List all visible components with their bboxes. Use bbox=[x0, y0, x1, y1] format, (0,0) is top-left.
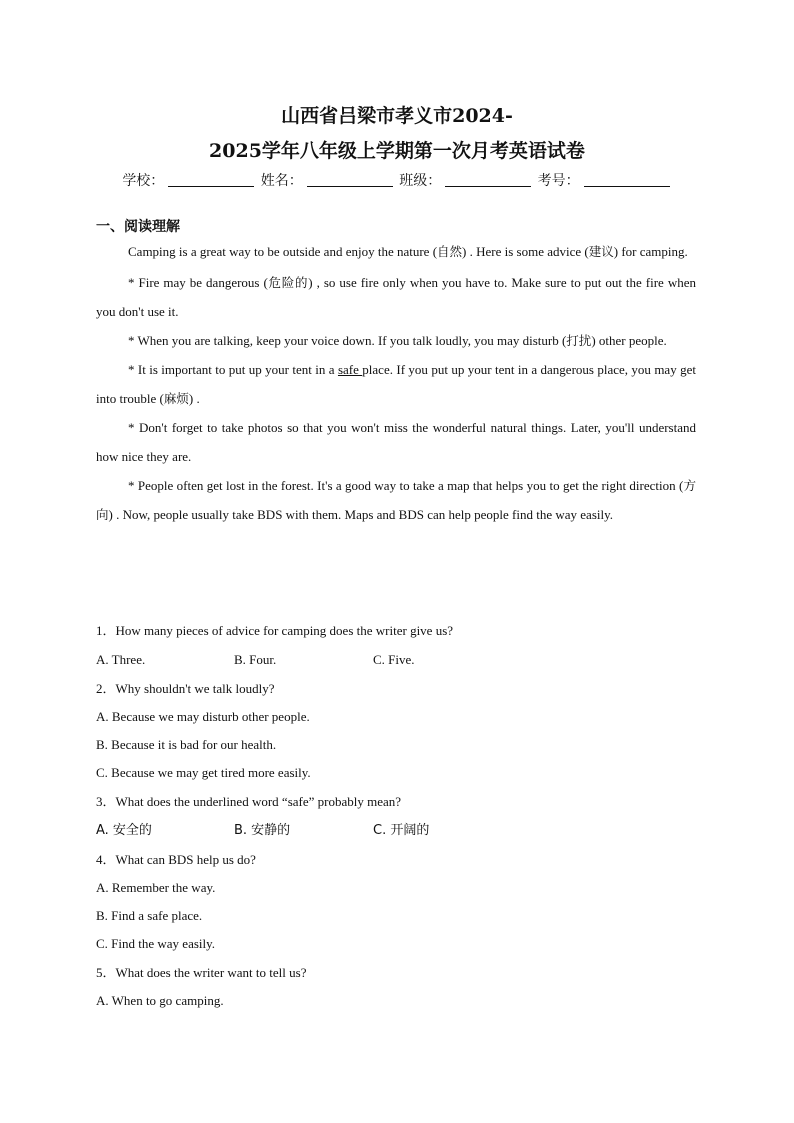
options-row bbox=[96, 645, 696, 674]
gloss: 危险的 bbox=[267, 275, 309, 290]
section-title: 一、阅读理解 bbox=[96, 219, 180, 235]
text: Camping is a great way to be outside and enjoy the nature ( bbox=[128, 244, 438, 259]
option-a[interactable]: A. Three. bbox=[96, 652, 146, 667]
student-info-row bbox=[0, 170, 794, 190]
option-c[interactable]: C. 开阔的 bbox=[373, 823, 430, 838]
question-1: 1．How many pieces of advice for camping does the writer give us? bbox=[96, 623, 454, 638]
option-b[interactable]: B. 安静的 bbox=[234, 823, 291, 838]
passage-paragraph bbox=[96, 413, 696, 471]
passage-paragraph bbox=[96, 326, 696, 355]
text: * People often get lost in the forest. It's a good way to take a map that helps you to get the right direction ( bbox=[128, 478, 684, 493]
exam-title-line1: 山西省吕梁市孝义市2024- bbox=[281, 105, 513, 127]
text: * When you are talking, keep your voice down. If you talk loudly, you may disturb ( bbox=[128, 333, 567, 348]
school-label: 学校： bbox=[122, 173, 165, 189]
option-a[interactable]: A. Because we may disturb other people. bbox=[96, 709, 310, 724]
exam-number-label: 考号： bbox=[537, 173, 580, 189]
text: ) other people. bbox=[591, 333, 667, 348]
options-row bbox=[96, 816, 696, 845]
gloss: 麻烦 bbox=[163, 391, 189, 406]
text: * It is important to put up your tent in a bbox=[128, 362, 338, 377]
gloss: 方向 bbox=[96, 478, 696, 522]
gloss: 打扰 bbox=[566, 333, 592, 348]
text: ) . Now, people usually take BDS with them. Maps and BDS can help people find the way easily. bbox=[108, 507, 614, 522]
question-3: 3．What does the underlined word “safe” probably mean? bbox=[96, 794, 402, 809]
option-c[interactable]: C. Five. bbox=[373, 652, 415, 667]
passage-paragraph bbox=[96, 471, 696, 529]
option-b[interactable]: B. Because it is bad for our health. bbox=[96, 737, 277, 752]
passage-paragraph bbox=[96, 268, 696, 326]
text: ) for camping. bbox=[613, 244, 688, 259]
text: ) . Here is some advice ( bbox=[462, 244, 589, 259]
option-c[interactable]: C. Because we may get tired more easily. bbox=[96, 765, 311, 780]
exam-title-line2: 2025学年八年级上学期第一次月考英语试卷 bbox=[209, 140, 585, 162]
option-a[interactable]: A. 安全的 bbox=[96, 823, 152, 838]
exam-number-blank[interactable] bbox=[584, 173, 670, 187]
text: * Don't forget to take photos so that you won't miss the wonderful natural things. Later, you'll understand how nice they are. bbox=[96, 420, 696, 464]
text: ) . bbox=[188, 391, 200, 406]
option-a[interactable]: A. Remember the way. bbox=[96, 880, 216, 895]
school-blank[interactable] bbox=[168, 173, 254, 187]
text: ) , so use fire only when you have to. Make sure to put out the fire when you don't use it. bbox=[96, 275, 696, 319]
class-blank[interactable] bbox=[445, 173, 531, 187]
passage-paragraph bbox=[96, 237, 696, 266]
reading-passage bbox=[96, 237, 696, 529]
option-c[interactable]: C. Find the way easily. bbox=[96, 936, 216, 951]
question-list bbox=[96, 616, 696, 1015]
gloss: 建议 bbox=[588, 244, 614, 259]
gloss: 自然 bbox=[437, 244, 463, 259]
option-b[interactable]: B. Four. bbox=[234, 652, 277, 667]
option-a[interactable]: A. When to go camping. bbox=[96, 993, 224, 1008]
name-blank[interactable] bbox=[307, 173, 393, 187]
name-label: 姓名： bbox=[260, 173, 303, 189]
question-4: 4．What can BDS help us do? bbox=[96, 852, 256, 867]
option-b[interactable]: B. Find a safe place. bbox=[96, 908, 203, 923]
question-5: 5．What does the writer want to tell us? bbox=[96, 965, 307, 980]
class-label: 班级： bbox=[399, 173, 442, 189]
text: * Fire may be dangerous ( bbox=[128, 275, 268, 290]
text: place. If you put up your tent in a dangerous place, you may get into trouble ( bbox=[96, 362, 696, 406]
question-2: 2．Why shouldn't we talk loudly? bbox=[96, 681, 275, 696]
passage-paragraph bbox=[96, 355, 696, 413]
underlined-word: safe bbox=[337, 362, 363, 377]
